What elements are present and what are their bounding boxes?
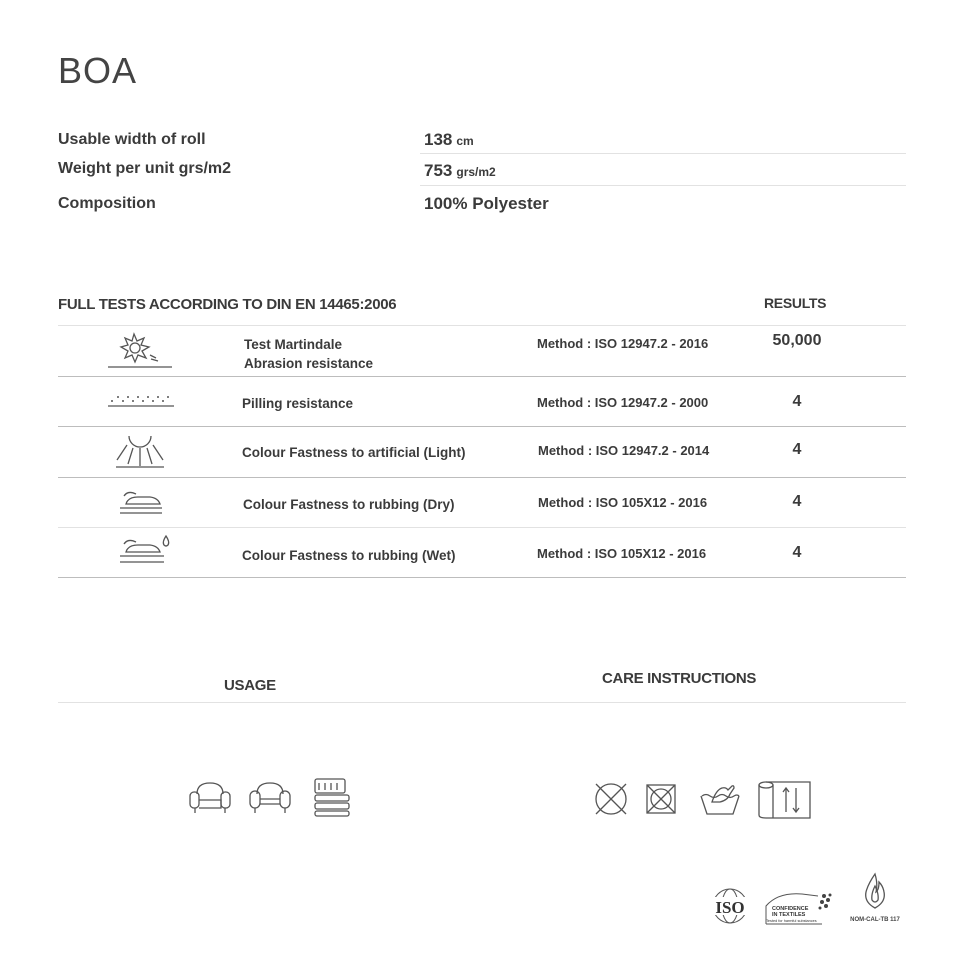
martindale-abrasion-icon bbox=[106, 331, 174, 371]
test-name-rubbing-dry: Colour Fastness to rubbing (Dry) bbox=[243, 497, 455, 512]
table-divider bbox=[58, 325, 906, 326]
table-divider bbox=[58, 426, 906, 427]
do-not-tumble-dry-icon bbox=[643, 782, 679, 816]
test-result: 4 bbox=[792, 544, 802, 561]
table-divider bbox=[58, 577, 906, 578]
test-method: Method : ISO 105X12 - 2016 bbox=[537, 546, 707, 561]
spec-label-weight: Weight per unit grs/m2 bbox=[58, 160, 232, 177]
section-divider bbox=[58, 702, 906, 703]
bedding-icon bbox=[311, 776, 353, 818]
test-method: Method : ISO 12947.2 - 2016 bbox=[537, 336, 709, 351]
usage-header: USAGE bbox=[224, 677, 276, 694]
table-divider bbox=[58, 376, 906, 377]
oeko-line2: IN TEXTILES bbox=[772, 912, 806, 918]
spec-value-weight-number: 753 bbox=[424, 161, 453, 180]
iso-certification-icon bbox=[708, 886, 752, 926]
flame-label: NOM-CAL-TB 117 bbox=[850, 917, 900, 923]
oeko-line1: CONFIDENCE bbox=[772, 906, 809, 912]
rubbing-dry-icon bbox=[116, 484, 166, 520]
spec-label-composition: Composition bbox=[58, 195, 156, 212]
roll-storage-icon bbox=[756, 780, 812, 820]
test-result: 4 bbox=[792, 493, 802, 510]
iso-label: ISO bbox=[715, 898, 745, 917]
test-result: 4 bbox=[792, 441, 802, 458]
oeko-line3: Tested for harmful substances bbox=[766, 919, 817, 923]
table-divider bbox=[58, 527, 906, 528]
test-method: Method : ISO 12947.2 - 2014 bbox=[538, 443, 710, 458]
results-header: RESULTS bbox=[764, 295, 827, 311]
spec-value-weight-unit: grs/m2 bbox=[456, 165, 496, 179]
test-name-rubbing-wet: Colour Fastness to rubbing (Wet) bbox=[242, 548, 456, 563]
care-header: CARE INSTRUCTIONS bbox=[602, 670, 757, 687]
test-name-light: Colour Fastness to artificial (Light) bbox=[242, 445, 466, 460]
spec-value-width-number: 138 bbox=[424, 130, 453, 149]
do-not-dry-clean-icon bbox=[592, 780, 630, 818]
test-method: Method : ISO 12947.2 - 2000 bbox=[537, 395, 709, 410]
flame-certification-icon bbox=[844, 872, 906, 923]
spec-value-width-unit: cm bbox=[456, 134, 474, 148]
spec-divider bbox=[420, 153, 906, 154]
test-name-pilling: Pilling resistance bbox=[242, 396, 354, 411]
pilling-icon bbox=[106, 390, 176, 410]
test-name-martindale bbox=[244, 335, 373, 373]
spec-label-width: Usable width of roll bbox=[58, 131, 206, 148]
tests-header: FULL TESTS ACCORDING TO DIN EN 14465:2006 bbox=[58, 296, 397, 313]
spec-value-composition: 100% Polyester bbox=[424, 194, 549, 213]
test-result: 50,000 bbox=[772, 332, 822, 349]
armchair-icon bbox=[188, 778, 232, 816]
rubbing-wet-icon bbox=[116, 534, 172, 570]
hand-wash-icon bbox=[698, 782, 742, 818]
test-method: Method : ISO 105X12 - 2016 bbox=[538, 495, 708, 510]
test-name-line2: Abrasion resistance bbox=[244, 356, 374, 371]
spec-value-weight bbox=[424, 161, 496, 181]
test-result: 4 bbox=[792, 393, 802, 410]
spec-divider bbox=[420, 185, 906, 186]
oeko-tex-certification-icon bbox=[762, 888, 834, 928]
light-fastness-icon bbox=[112, 430, 168, 470]
table-divider bbox=[58, 477, 906, 478]
product-title: BOA bbox=[58, 50, 138, 91]
spec-value-width bbox=[424, 130, 474, 150]
sofa-chair-icon bbox=[248, 778, 292, 816]
test-name-line1: Test Martindale bbox=[244, 337, 343, 352]
